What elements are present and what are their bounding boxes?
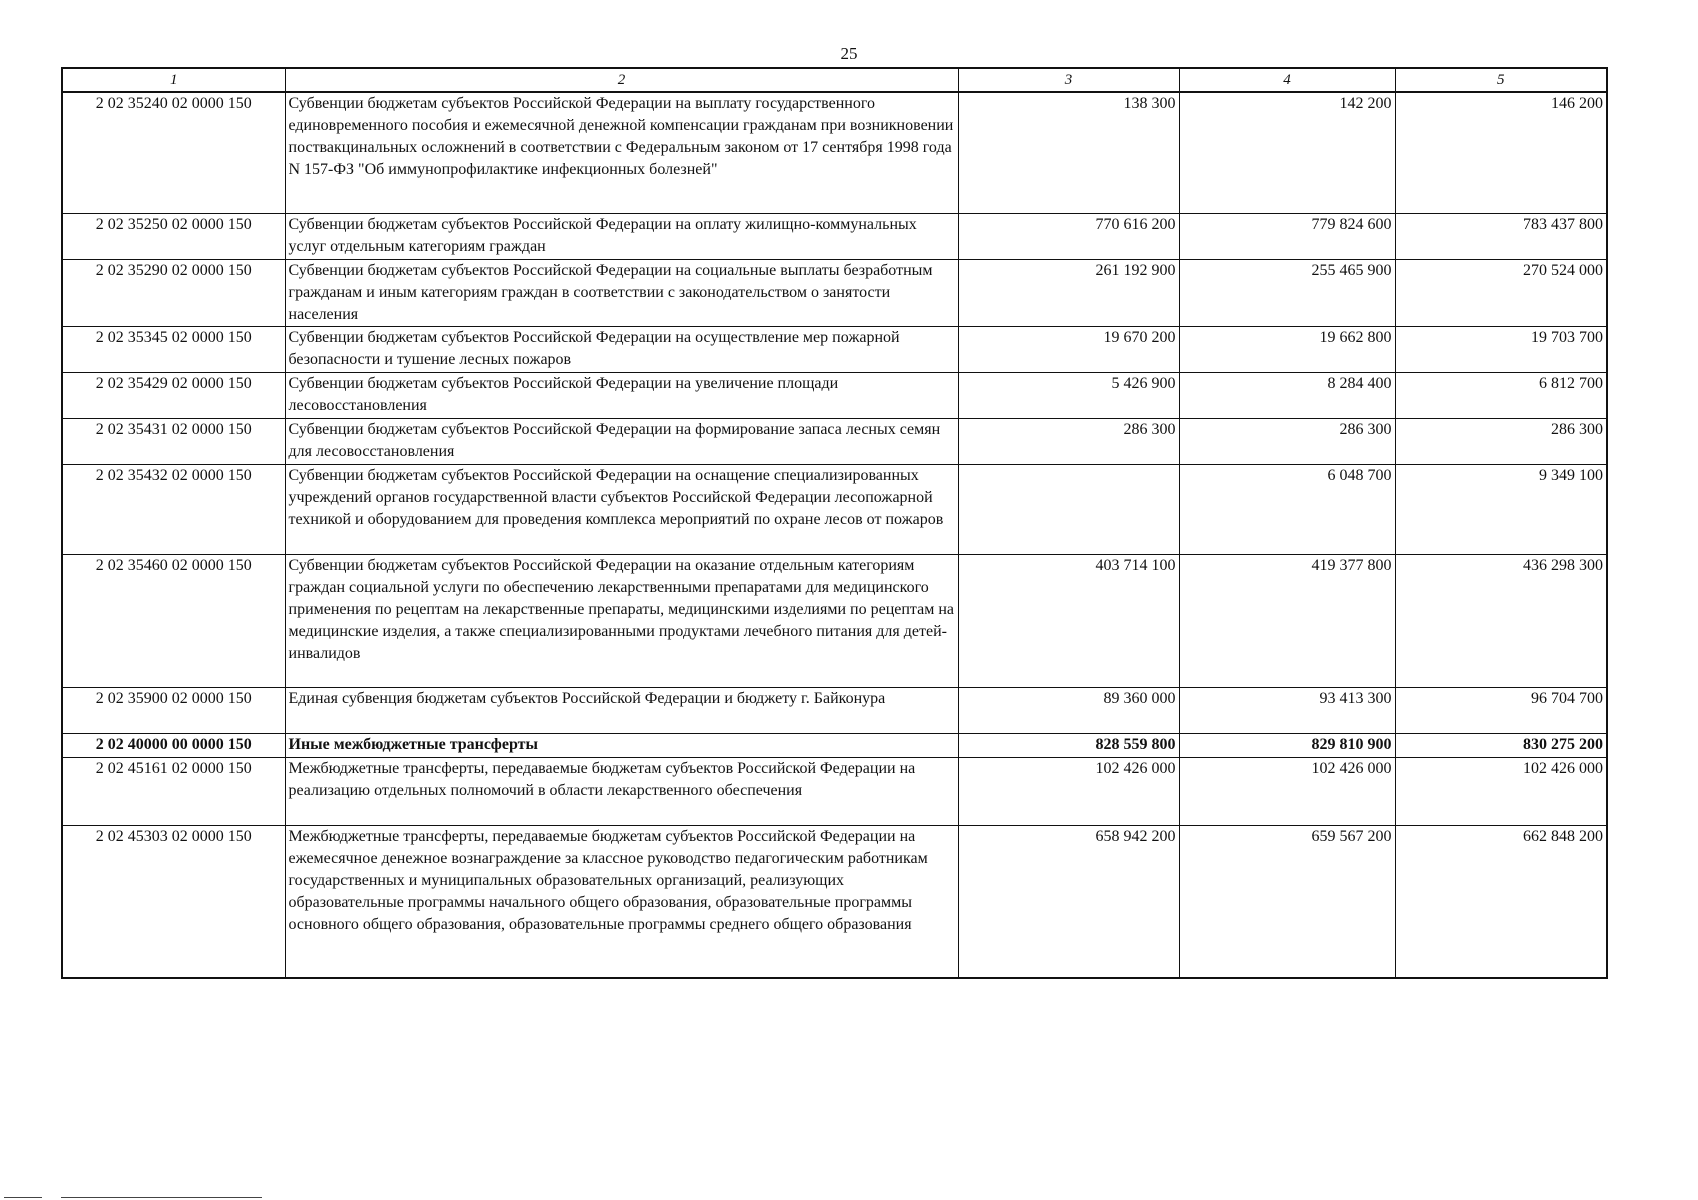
- value-col4-cell: 142 200: [1179, 92, 1395, 213]
- column-header: 5: [1395, 68, 1607, 92]
- table-row: [62, 554, 1607, 687]
- value-col5-cell: 783 437 800: [1395, 213, 1607, 259]
- table-row: [62, 372, 1607, 418]
- description-cell: Межбюджетные трансферты, передаваемые бюджетам субъектов Российской Федерации на ежемесячное денежное вознаграждение за классное руководство педагогическим работникам государственных и муниципальных образовательных организаций, реализующих образовательные программы начального общего образования, образовательные программы основного общего образования, образовательные программы среднего общего образования: [285, 825, 958, 978]
- table-row: [62, 213, 1607, 259]
- footer-rule: [4, 1197, 42, 1198]
- value-col3-cell: 403 714 100: [958, 554, 1179, 687]
- value-col4-cell: 659 567 200: [1179, 825, 1395, 978]
- description-cell: Иные межбюджетные трансферты: [285, 733, 958, 757]
- value-col5-cell: 662 848 200: [1395, 825, 1607, 978]
- table-row: [62, 418, 1607, 464]
- description-cell: Субвенции бюджетам субъектов Российской Федерации на осуществление мер пожарной безопасности и тушение лесных пожаров: [285, 326, 958, 372]
- table-row: [62, 464, 1607, 554]
- description-cell: Субвенции бюджетам субъектов Российской Федерации на увеличение площади лесовосстановления: [285, 372, 958, 418]
- value-col4-cell: 255 465 900: [1179, 259, 1395, 326]
- budget-code-cell: 2 02 45161 02 0000 150: [62, 757, 285, 825]
- table-row: [62, 687, 1607, 733]
- column-header: 4: [1179, 68, 1395, 92]
- table-row: [62, 825, 1607, 978]
- table-body: [62, 92, 1607, 978]
- value-col5-cell: 102 426 000: [1395, 757, 1607, 825]
- value-col3-cell: 286 300: [958, 418, 1179, 464]
- value-col5-cell: 6 812 700: [1395, 372, 1607, 418]
- value-col4-cell: 8 284 400: [1179, 372, 1395, 418]
- budget-code-cell: 2 02 40000 00 0000 150: [62, 733, 285, 757]
- budget-code-cell: 2 02 35460 02 0000 150: [62, 554, 285, 687]
- description-cell: Субвенции бюджетам субъектов Российской Федерации на оплату жилищно-коммунальных услуг отдельным категориям граждан: [285, 213, 958, 259]
- value-col4-cell: 93 413 300: [1179, 687, 1395, 733]
- page-number: 25: [840, 44, 858, 63]
- description-cell: Субвенции бюджетам субъектов Российской Федерации на социальные выплаты безработным гражданам и иным категориям граждан в соответствии с законодательством о занятости населения: [285, 259, 958, 326]
- value-col5-cell: 96 704 700: [1395, 687, 1607, 733]
- budget-code-cell: 2 02 35431 02 0000 150: [62, 418, 285, 464]
- table-row: [62, 733, 1607, 757]
- footer-rule: [61, 1197, 262, 1198]
- value-col4-cell: 779 824 600: [1179, 213, 1395, 259]
- value-col5-cell: 270 524 000: [1395, 259, 1607, 326]
- value-col3-cell: [958, 464, 1179, 554]
- budget-code-cell: 2 02 35290 02 0000 150: [62, 259, 285, 326]
- value-col4-cell: 6 048 700: [1179, 464, 1395, 554]
- budget-table: [61, 67, 1608, 979]
- column-header: 1: [62, 68, 285, 92]
- value-col3-cell: 102 426 000: [958, 757, 1179, 825]
- budget-code-cell: 2 02 35432 02 0000 150: [62, 464, 285, 554]
- budget-code-cell: 2 02 35250 02 0000 150: [62, 213, 285, 259]
- budget-code-cell: 2 02 45303 02 0000 150: [62, 825, 285, 978]
- table-row: [62, 326, 1607, 372]
- budget-code-cell: 2 02 35900 02 0000 150: [62, 687, 285, 733]
- value-col5-cell: 146 200: [1395, 92, 1607, 213]
- table-row: [62, 757, 1607, 825]
- column-header: 2: [285, 68, 958, 92]
- value-col3-cell: 5 426 900: [958, 372, 1179, 418]
- value-col3-cell: 138 300: [958, 92, 1179, 213]
- column-number-header-row: [62, 68, 1607, 92]
- description-cell: Межбюджетные трансферты, передаваемые бюджетам субъектов Российской Федерации на реализацию отдельных полномочий в области лекарственного обеспечения: [285, 757, 958, 825]
- budget-code-cell: 2 02 35345 02 0000 150: [62, 326, 285, 372]
- value-col3-cell: 770 616 200: [958, 213, 1179, 259]
- description-cell: Единая субвенция бюджетам субъектов Российской Федерации и бюджету г. Байконура: [285, 687, 958, 733]
- value-col5-cell: 19 703 700: [1395, 326, 1607, 372]
- value-col3-cell: 261 192 900: [958, 259, 1179, 326]
- value-col5-cell: 9 349 100: [1395, 464, 1607, 554]
- description-cell: Субвенции бюджетам субъектов Российской Федерации на формирование запаса лесных семян для лесовосстановления: [285, 418, 958, 464]
- value-col4-cell: 419 377 800: [1179, 554, 1395, 687]
- description-cell: Субвенции бюджетам субъектов Российской Федерации на оказание отдельным категориям граждан социальной услуги по обеспечению лекарственными препаратами для медицинского применения по рецептам на лекарственные препараты, медицинскими изделиями по рецептам на медицинские изделия, а также специализированными продуктами лечебного питания для детей-инвалидов: [285, 554, 958, 687]
- column-header: 3: [958, 68, 1179, 92]
- table-row: [62, 259, 1607, 326]
- value-col4-cell: 19 662 800: [1179, 326, 1395, 372]
- budget-code-cell: 2 02 35240 02 0000 150: [62, 92, 285, 213]
- description-cell: Субвенции бюджетам субъектов Российской Федерации на оснащение специализированных учреждений органов государственной власти субъектов Российской Федерации лесопожарной техникой и оборудованием для проведения комплекса мероприятий по охране лесов от пожаров: [285, 464, 958, 554]
- value-col3-cell: 658 942 200: [958, 825, 1179, 978]
- budget-code-cell: 2 02 35429 02 0000 150: [62, 372, 285, 418]
- value-col4-cell: 829 810 900: [1179, 733, 1395, 757]
- value-col4-cell: 102 426 000: [1179, 757, 1395, 825]
- description-cell: Субвенции бюджетам субъектов Российской Федерации на выплату государственного единовременного пособия и ежемесячной денежной компенсации гражданам при возникновении поствакцинальных осложнений в соответствии с Федеральным законом от 17 сентября 1998 года N 157-ФЗ "Об иммунопрофилактике инфекционных болезней": [285, 92, 958, 213]
- value-col3-cell: 19 670 200: [958, 326, 1179, 372]
- value-col3-cell: 89 360 000: [958, 687, 1179, 733]
- value-col4-cell: 286 300: [1179, 418, 1395, 464]
- value-col3-cell: 828 559 800: [958, 733, 1179, 757]
- table-row: [62, 92, 1607, 213]
- value-col5-cell: 436 298 300: [1395, 554, 1607, 687]
- value-col5-cell: 286 300: [1395, 418, 1607, 464]
- value-col5-cell: 830 275 200: [1395, 733, 1607, 757]
